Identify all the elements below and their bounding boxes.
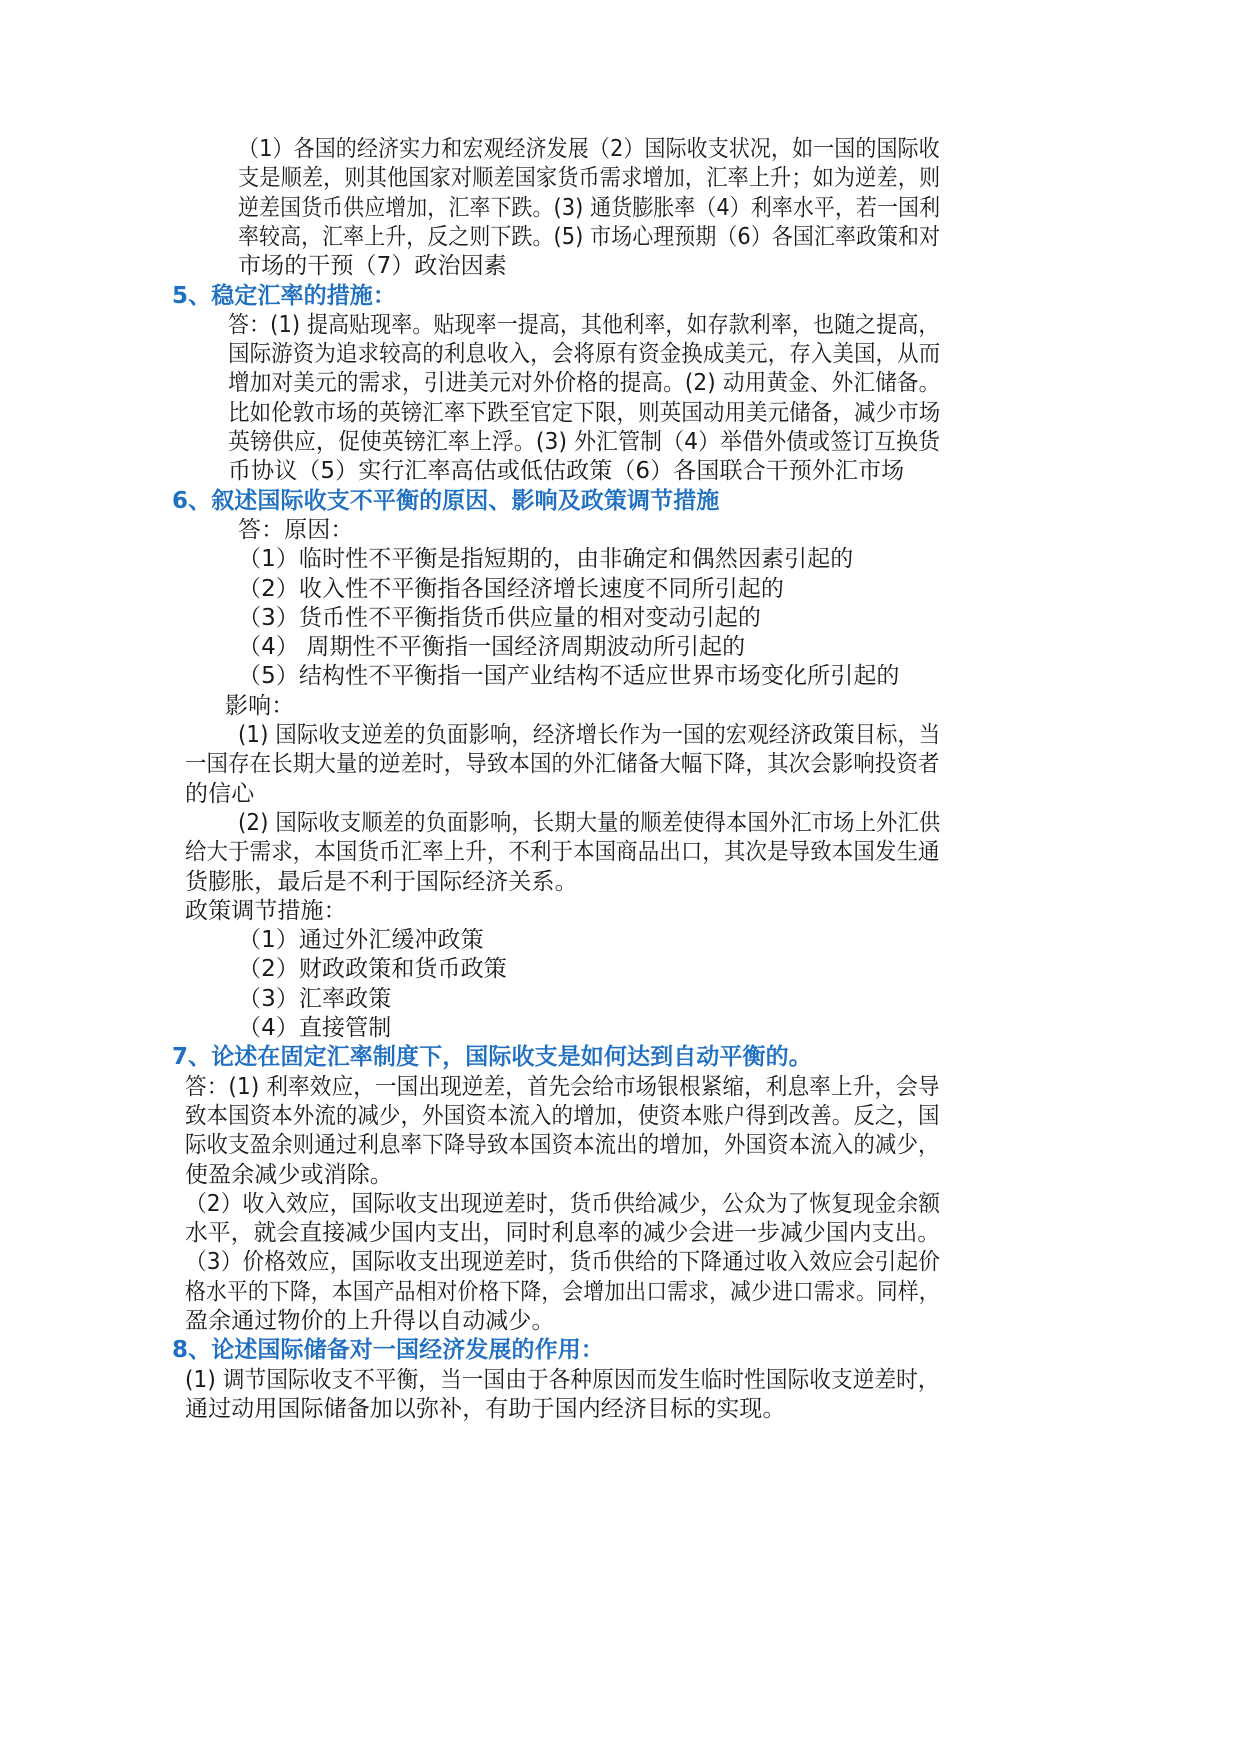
body-line: 使盈余减少或消除。 <box>185 1161 393 1188</box>
body-line: 支是顺差，则其他国家对顺差国家货币需求增加，汇率上升；如为逆差，则 <box>238 165 941 192</box>
section-heading: 6、叙述国际收支不平衡的原因、影响及政策调节措施 <box>172 487 720 514</box>
body-line: 通过动用国际储备加以弥补，有助于国内经济目标的实现。 <box>185 1395 786 1422</box>
body-line: 影响： <box>225 692 295 719</box>
body-line: 增加对美元的需求，引进美元对外价格的提高。(2) 动用黄金、外汇储备。 <box>228 370 941 397</box>
body-line: (1) 国际收支逆差的负面影响，经济增长作为一国的宏观经济政策目标，当 <box>238 722 941 748</box>
body-line: 一国存在长期大量的逆差时，导致本国的外汇储备大幅下降，其次会影响投资者 <box>185 751 940 778</box>
body-line: （2）收入效应，国际收支出现逆差时，货币供给减少，公众为了恢复现金余额 <box>185 1190 941 1217</box>
body-line: 比如伦敦市场的英镑汇率下跌至官定下限，则英国动用美元储备，减少市场 <box>228 399 941 426</box>
body-line: （2）财政政策和货币政策 <box>238 956 507 983</box>
body-line: (2) 国际收支顺差的负面影响，长期大量的顺差使得本国外汇市场上外汇供 <box>238 809 941 836</box>
body-line: 给大于需求，本国货币汇率上升，不利于本国商品出口，其次是导致本国发生通 <box>185 839 940 866</box>
body-line: (1) 调节国际收支不平衡，当一国由于各种原因而发生临时性国际收支逆差时， <box>185 1366 940 1393</box>
body-line: 答：原因： <box>238 516 354 543</box>
body-line: 率较高，汇率上升，反之则下跌。(5) 市场心理预期（6）各国汇率政策和对 <box>238 223 941 250</box>
body-line: 的信心 <box>185 780 255 807</box>
body-line: 政策调节措施： <box>185 897 347 924</box>
body-line: （2）收入性不平衡指各国经济增长速度不同所引起的 <box>238 575 785 602</box>
body-line: 际收支盈余则通过利息率下降导致本国资本流出的增加，外国资本流入的减少， <box>185 1132 940 1159</box>
body-line: 货膨胀，最后是不利于国际经济关系。 <box>185 868 578 895</box>
body-line: 水平，就会直接减少国内支出，同时利息率的减少会进一步减少国内支出。 <box>185 1220 941 1247</box>
body-line: 致本国资本外流的减少，外国资本流入的增加，使资本账户得到改善。反之，国 <box>185 1102 940 1129</box>
body-line: （1）各国的经济实力和宏观经济发展（2）国际收支状况，如一国的国际收 <box>238 136 940 162</box>
body-line: 币协议（5）实行汇率高估或低估政策（6）各国联合干预外汇市场 <box>228 458 905 485</box>
body-line: 逆差国货币供应增加，汇率下跌。(3) 通货膨胀率（4）利率水平，若一国利 <box>238 194 941 221</box>
body-line: （3）价格效应，国际收支出现逆差时，货币供给的下降通过收入效应会引起价 <box>185 1249 941 1276</box>
section-heading: 8、论述国际储备对一国经济发展的作用： <box>172 1337 604 1364</box>
body-line: 国际游资为追求较高的利息收入，会将原有资金换成美元，存入美国，从而 <box>228 341 941 368</box>
body-line: （3）货币性不平衡指货币供应量的相对变动引起的 <box>238 604 761 631</box>
body-line: 答：(1) 利率效应，一国出现逆差，首先会给市场银根紧缩，利息率上升，会导 <box>185 1073 940 1100</box>
body-line: （1）通过外汇缓冲政策 <box>238 927 484 954</box>
section-heading: 5、稳定汇率的措施： <box>172 282 397 309</box>
body-line: 格水平的下降，本国产品相对价格下降，会增加出口需求，减少进口需求。同样， <box>185 1278 940 1305</box>
body-line: （4）直接管制 <box>238 1015 392 1041</box>
body-line: （5）结构性不平衡指一国产业结构不适应世界市场变化所引起的 <box>238 663 900 690</box>
body-line: （4） 周期性不平衡指一国经济周期波动所引起的 <box>238 634 746 661</box>
body-line: （3）汇率政策 <box>238 985 392 1012</box>
body-line: 盈余通过物价的上升得以自动减少。 <box>185 1308 555 1334</box>
body-line: 答：(1) 提高贴现率。贴现率一提高，其他利率，如存款利率，也随之提高， <box>228 311 940 338</box>
body-line: 市场的干预（7）政治因素 <box>238 253 507 280</box>
section-heading: 7、论述在固定汇率制度下，国际收支是如何达到自动平衡的。 <box>172 1044 812 1071</box>
body-line: （1）临时性不平衡是指短期的，由非确定和偶然因素引起的 <box>238 546 854 573</box>
body-line: 英镑供应，促使英镑汇率上浮。(3) 外汇管制（4）举借外债或签订互换货 <box>228 429 941 455</box>
